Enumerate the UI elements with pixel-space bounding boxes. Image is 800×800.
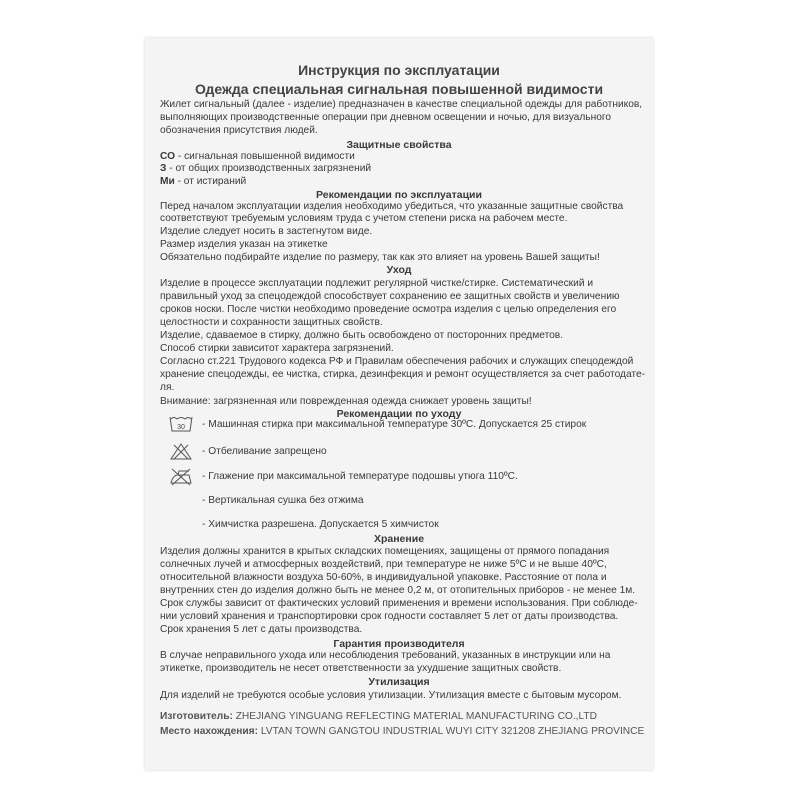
care-line: сроков носки. После чистки необходимо проведение осмотра изделия с целью определения его: [160, 304, 617, 315]
document-subtitle: Одежда специальная сигнальная повышенной видимости: [194, 81, 604, 97]
dry-clean-icon: [169, 514, 193, 534]
location-line: [160, 726, 644, 738]
protective-item: [160, 176, 246, 188]
care-rec-text: - Химчистка разрешена. Допускается 5 химчисток: [202, 519, 439, 530]
protective-item: [160, 151, 355, 163]
usage-line: Изделие следует носить в застегнутом виде.: [160, 226, 373, 237]
care-line: Способ стирки зависитот характера загрязнений.: [160, 343, 394, 354]
care-rec-text: - Вертикальная сушка без отжима: [202, 495, 364, 506]
manufacturer-line: [160, 711, 597, 723]
storage-line: нии условий хранения и транспортировки срок годности составляет 5 лет от даты производства.: [160, 611, 619, 622]
instruction-sheet: [145, 38, 653, 770]
disposal-line: Для изделий не требуются особые условия утилизации. Утилизация вместе с бытовым мусором.: [160, 690, 622, 701]
care-heading: Уход: [386, 264, 412, 276]
storage-line: Изделия должны хранится в крытых складских помещениях, защищены от прямого попадания: [160, 546, 610, 557]
iron-icon: [169, 466, 193, 486]
location-value: LVTAN TOWN GANGTOU INDUSTRIAL WUYI CITY 321208 ZHEJIANG PROVINCE: [258, 726, 645, 737]
storage-heading: Хранение: [373, 533, 425, 545]
warranty-heading: Гарантия производителя: [333, 638, 465, 650]
intro-line: обозначения присутствия людей.: [160, 125, 318, 136]
storage-line: относительной влажности воздуха 50-60%, в индивидуальной упаковке. Расстояние от пола и: [160, 572, 607, 583]
care-warning: Внимание: загрязненная или поврежденная одежда снижает уровень защиты!: [160, 396, 532, 407]
protective-heading: Защитные свойства: [346, 139, 452, 151]
protective-text: - сигнальная повышенной видимости: [175, 151, 355, 162]
care-line: хранение спецодежды, ее чистка, стирка, дезинфекция и ремонт осуществляется за счет работодате-: [160, 369, 646, 380]
manufacturer-value: ZHEJIANG YINGUANG REFLECTING MATERIAL MANUFACTURING CO.,LTD: [232, 711, 597, 722]
care-line: правильный уход за спецодеждой способствует сохранению ее защитных свойств и увеличению: [160, 291, 620, 302]
location-label: Место нахождения:: [160, 726, 259, 737]
storage-line: Срок хранения 5 лет с даты производства.: [160, 624, 363, 635]
warranty-line: этикетке, производитель не несет ответственности за ухудшение защитных свойств.: [160, 663, 562, 674]
care-rec-text: - Машинная стирка при максимальной температуре 30ºС. Допускается 25 стирок: [202, 419, 587, 430]
intro-line: Жилет сигнальный (далее - изделие) предназначен в качестве специальной одежды для работников,: [160, 99, 643, 110]
protective-text: - от истираний: [174, 176, 247, 187]
intro-line: выполняющих производственные операции при дневном освещении и ночью, для визуального: [160, 112, 612, 123]
storage-line: солнечных лучей и атмосферных воздействий, при температуре не ниже 5ºС и не выше 40ºС,: [160, 559, 607, 570]
care-rec-text: - Глажение при максимальной температуре подошвы утюга 110ºС.: [202, 471, 518, 482]
usage-line: соответствуют требуемым условиям труда с учетом степени риска на рабочем месте.: [160, 213, 568, 224]
document-title: Инструкция по эксплуатации: [298, 62, 500, 78]
care-rec-text: - Отбеливание запрещено: [202, 446, 327, 457]
usage-line: Обязательно подбирайте изделие по размеру, так как это влияет на уровень Вашей защиты!: [160, 252, 600, 263]
warranty-line: В случае неправильного ухода или несоблюдения требований, указанных в инструкции или на: [160, 650, 611, 661]
wash-temp-label: 30: [177, 424, 185, 431]
no-bleach-icon: [169, 441, 193, 461]
care-line: Согласно ст.221 Трудового кодекса РФ и Правилам обеспечения рабочих и служащих спецодеждой: [160, 356, 634, 367]
care-line: ля.: [160, 382, 175, 393]
care-line: Изделие в процессе эксплуатации подлежит регулярной чистке/стирке. Систематический и: [160, 278, 594, 289]
drip-dry-icon: [169, 490, 193, 510]
storage-line: внутренних стен до изделия должно быть не менее 0,2 м, от отопительных приборов - не менее 1м.: [160, 585, 636, 596]
protective-text: - от общих производственных загрязнений: [166, 163, 372, 174]
usage-line: Перед началом эксплуатации изделия необходимо убедиться, что указанные защитные свойства: [160, 201, 624, 212]
storage-line: Срок службы зависит от фактических условий применения и времени использования. При соблюде-: [160, 598, 638, 609]
protective-code: Ми: [160, 176, 175, 187]
usage-heading: Рекомендации по эксплуатации: [316, 189, 482, 201]
care-line: целостности и сохранности защитных свойств.: [160, 317, 383, 328]
protective-code: СО: [160, 151, 176, 162]
care-line: Изделие, сдаваемое в стирку, должно быть освобождено от посторонних предметов.: [160, 330, 564, 341]
disposal-heading: Утилизация: [368, 676, 430, 688]
protective-code: З: [160, 163, 167, 174]
protective-item: [160, 163, 371, 175]
usage-line: Размер изделия указан на этикетке: [160, 239, 328, 250]
wash-30-icon: [169, 414, 193, 434]
manufacturer-label: Изготовитель:: [160, 711, 233, 722]
care-recs-heading: Рекомендации по уходу: [336, 408, 462, 420]
